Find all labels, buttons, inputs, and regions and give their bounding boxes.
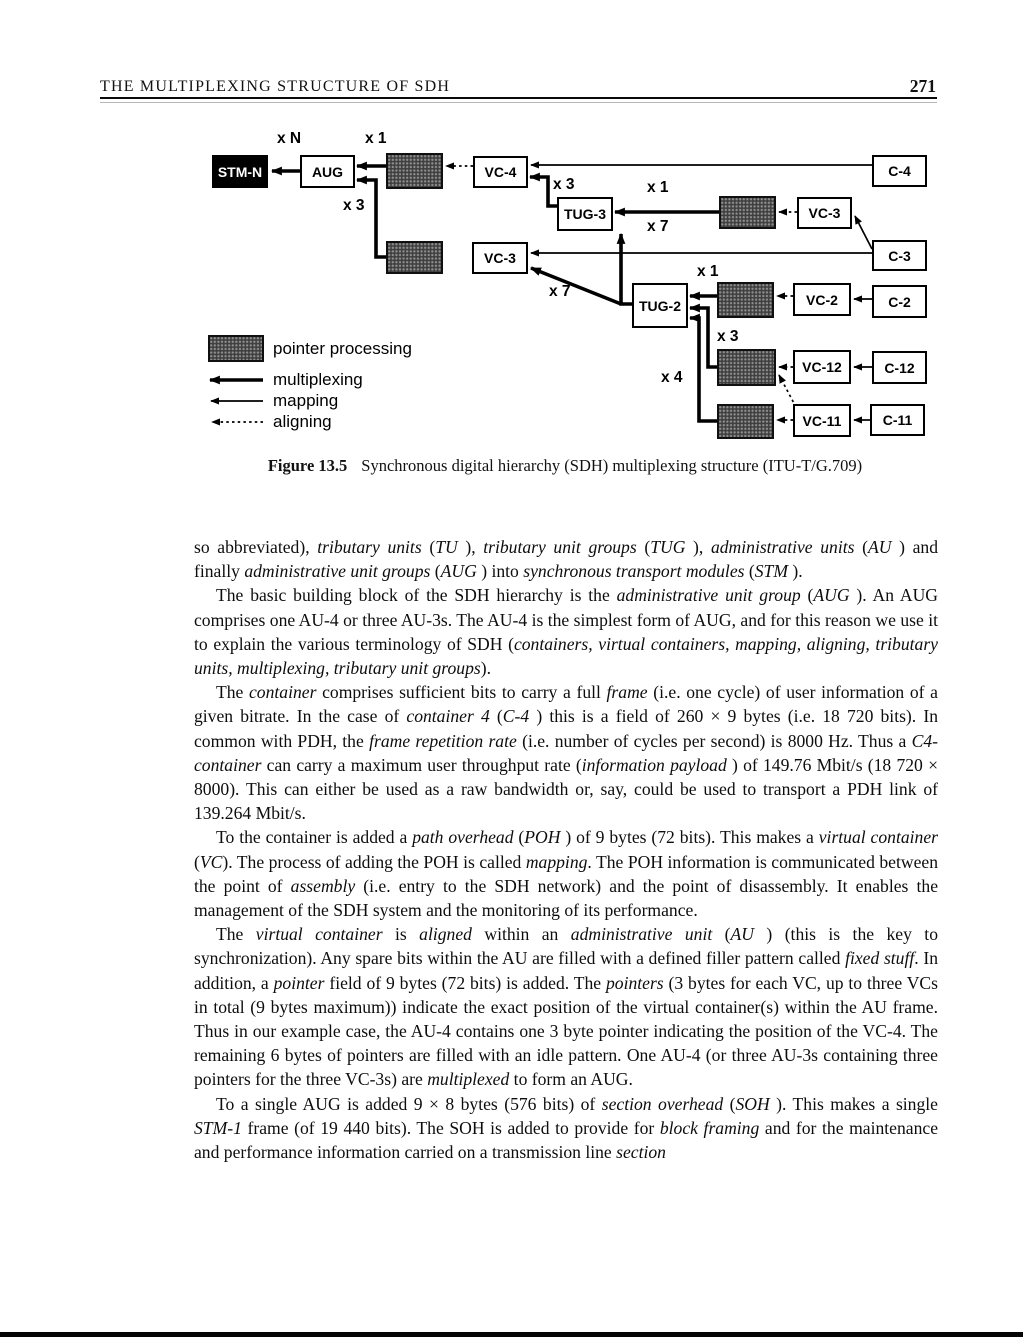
vc12-label: VC-12: [802, 359, 842, 375]
vc3-upper-label: VC-3: [808, 205, 841, 221]
multiplier-x1-tu3: x 1: [647, 179, 669, 196]
page-header-title: THE MULTIPLEXING STRUCTURE OF SDH: [100, 78, 451, 95]
legend-mapping-label: mapping: [273, 391, 339, 410]
legend-aligning-label: aligning: [273, 412, 332, 431]
vc11-label: VC-11: [802, 412, 842, 429]
aug-box: [300, 155, 355, 188]
c12-label: C-12: [884, 359, 915, 376]
c2-label: C-2: [888, 293, 911, 310]
paragraph: so abbreviated), tributary units (TU ), tributary unit groups (TUG ), administrative units (AU ) and finally administrative unit groups (AUG ) into synchronous transport modules (STM ).: [194, 537, 938, 582]
c4-box: [872, 155, 927, 187]
vc3-lower-box: [472, 242, 528, 274]
tug2-box: [632, 283, 688, 328]
paragraph: To the container is added a path overhead (POH ) of 9 bytes (72 bits). This makes a virtual container (VC). The process of adding the POH is called mapping. The POH information is communicated between the point of assembly (i.e. entry to the SDH network) and the point of disassembly. It enables the management of the SDH system and the monitoring of its performance.: [194, 827, 938, 921]
tu11-pointer-processing-box: [717, 404, 774, 439]
figure-caption-text: Synchronous digital hierarchy (SDH) multiplexing structure (ITU-T/G.709): [361, 456, 863, 475]
multiplier-x3-tu12: x 3: [717, 328, 739, 345]
paragraph: To a single AUG is added 9 × 8 bytes (576 bits) of section overhead (SOH ). This makes a single STM-1 frame (of 19 440 bits). The SOH is added to provide for block framing and for the maintenance and performance information carried on a transmission line section: [194, 1093, 938, 1163]
legend-multiplexing-label: multiplexing: [273, 370, 363, 389]
body-text: [194, 535, 938, 1164]
c3-label: C-3: [888, 247, 911, 264]
c11-label: C-11: [882, 412, 913, 428]
vc4-box: [473, 156, 528, 188]
c3-box: [872, 240, 927, 271]
multiplier-x1-tu2: x 1: [697, 263, 719, 280]
stm-n-label: STM-N: [217, 163, 263, 180]
vc4-label: VC-4: [484, 164, 517, 180]
tu3-pointer-processing-box: [719, 196, 776, 229]
legend-pointer-processing-swatch: [208, 335, 264, 362]
vc11-box: [793, 404, 851, 437]
vc3-upper-box: [797, 197, 852, 229]
c11-box: [870, 404, 925, 436]
multiplier-x4-tu11: x 4: [661, 369, 683, 386]
aug-label: AUG: [311, 163, 344, 180]
figure-caption-label: Figure 13.5: [267, 456, 348, 475]
paragraph: The virtual container is aligned within an administrative unit (AU ) (this is the key to synchronization). Any spare bits within the AU are filled with a defined filler pattern called fixed stuff. In addition, a pointer field of 9 bytes (72 bits) is added. The pointers (3 bytes for each VC, up to three VCs in total (9 bytes maximum)) indicate the exact position of the virtual container(s) within the AU frame. Thus in our example case, the AU-4 contains one 3 byte pointer indicating the position of the VC-4. The remaining 6 bytes of pointers are filled with an idle pattern. One AU-4 (or three AU-3s containing three pointers for the three VC-3s) are multiplexed to form an AUG.: [194, 924, 938, 1090]
paragraph: The container comprises sufficient bits to carry a full frame (i.e. one cycle) of user information of a given bitrate. In the case of container 4 (C-4 ) this is a field of 260 × 9 bytes (i.e. 18 720 bits). In common with PDH, the frame repetition rate (i.e. number of cycles per second) is 8000 Hz. Thus a C4-container can carry a maximum user throughput rate (information payload ) of 149.76 Mbit/s (18 720 × 8000). This can either be used as a raw bandwidth or, say, could be used to transport a PDH link of 139.264 Mbit/s.: [194, 682, 939, 824]
multiplier-x3-tug3: x 3: [553, 176, 575, 193]
tug2-label: TUG-2: [639, 297, 681, 314]
stm-n-box: [212, 155, 268, 188]
figure-caption: [190, 456, 940, 476]
multiplier-xn: x N: [277, 130, 302, 147]
vc2-label: VC-2: [806, 291, 838, 308]
legend-pointer-processing-label: pointer processing: [273, 339, 412, 358]
vc12-box: [793, 350, 851, 384]
multiplier-x7-vc3: x 7: [549, 283, 571, 300]
tug3-box: [557, 197, 613, 231]
sdh-multiplexing-diagram: [0, 0, 1023, 500]
c2-box: [872, 285, 927, 318]
page-number: 271: [909, 76, 936, 96]
tug3-label: TUG-3: [564, 206, 606, 222]
vc2-box: [793, 283, 851, 316]
tu2-pointer-processing-box: [717, 282, 774, 318]
tu12-pointer-processing-box: [717, 349, 776, 386]
page-bottom-scan-line: [0, 1332, 1023, 1337]
c12-box: [872, 351, 927, 384]
c4-label: C-4: [888, 163, 911, 179]
paragraph: The basic building block of the SDH hierarchy is the administrative unit group (AUG ). An AUG comprises one AU-4 or three AU-3s. The AU-4 is the simplest form of AUG, and for this reason we use it to explain the various terminology of SDH (containers, virtual containers, mapping, aligning, tributary units, multiplexing, tributary unit groups).: [194, 585, 938, 679]
multiplier-x1-au4: x 1: [365, 130, 387, 147]
vc3-lower-label: VC-3: [484, 250, 516, 266]
multiplier-x7-tug3: x 7: [647, 218, 669, 235]
au3-pointer-processing-box: [386, 241, 443, 274]
multiplier-x3-au3: x 3: [343, 197, 365, 214]
au4-pointer-processing-box: [386, 153, 443, 189]
